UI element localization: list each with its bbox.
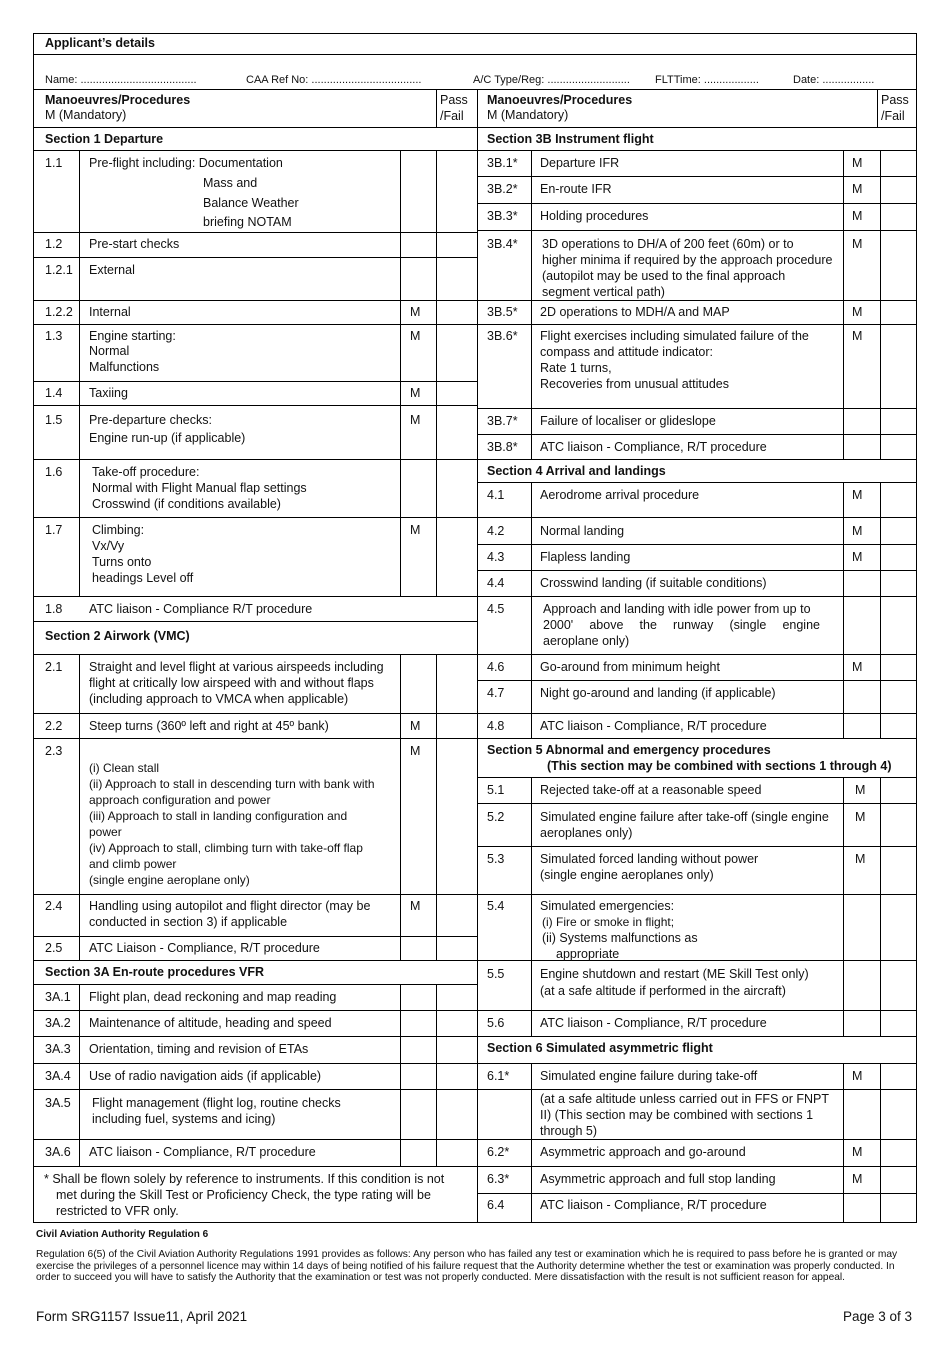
- row-num: 5.2: [487, 810, 505, 824]
- mandatory-mark: M: [410, 719, 421, 733]
- row-num: 2.2: [45, 719, 63, 733]
- mandatory-mark: M: [410, 329, 421, 343]
- row-text: ATC liaison - Compliance, R/T procedure: [540, 719, 767, 733]
- row-num: 4.7: [487, 686, 505, 700]
- row-text: Flapless landing: [540, 550, 631, 564]
- row-text: En-route IFR: [540, 182, 612, 196]
- ac-type-field[interactable]: A/C Type/Reg: ...........................: [473, 74, 630, 86]
- row-num: 5.3: [487, 852, 505, 866]
- row-text: (at a safe altitude if performed in the aircraft): [540, 984, 786, 998]
- row-text: segment vertical path): [542, 285, 665, 299]
- row-text: Steep turns (360º left and right at 45º bank): [89, 719, 329, 733]
- row-text: Crosswind landing (if suitable conditions): [540, 576, 767, 590]
- page-number: Page 3 of 3: [843, 1309, 913, 1324]
- row-text: (including approach to VMCA when applicable): [89, 692, 349, 706]
- flt-time-field[interactable]: FLTTime: ..................: [655, 74, 759, 86]
- mandatory-mark: M: [855, 852, 866, 866]
- regulation-title: Civil Aviation Authority Regulation 6: [36, 1229, 209, 1240]
- row-text: Internal: [89, 305, 131, 319]
- mandatory-mark: M: [852, 237, 863, 251]
- row-num: 3A.2: [45, 1016, 71, 1030]
- row-num: 2.4: [45, 899, 63, 913]
- row-text: Mass and: [203, 176, 258, 190]
- row-text: (iii) Approach to stall in landing configuration and: [89, 809, 348, 823]
- row-num: 3B.4*: [487, 237, 518, 251]
- row-text: flight at critically low airspeed with and without flaps: [89, 676, 374, 690]
- mandatory-mark: M: [852, 550, 863, 564]
- row-text: Engine shutdown and restart (ME Skill Test only): [540, 967, 809, 981]
- row-text: Pre-flight including: Documentation: [89, 156, 283, 170]
- row-num: 3B.8*: [487, 440, 518, 454]
- right-pass-label: Pass: [881, 93, 909, 107]
- row-text: through 5): [540, 1124, 597, 1138]
- row-text: Rejected take-off at a reasonable speed: [540, 783, 762, 797]
- row-text: higher minima if required by the approach procedure: [542, 253, 833, 267]
- row-num: 2.3: [45, 744, 63, 758]
- row-text: Simulated emergencies:: [540, 899, 675, 913]
- row-text: ATC liaison - Compliance R/T procedure: [89, 602, 313, 616]
- row-num: 3A.1: [45, 990, 71, 1004]
- row-text: Take-off procedure:: [92, 465, 200, 479]
- row-text: (i) Fire or smoke in flight;: [542, 915, 675, 929]
- row-text: (at a safe altitude unless carried out in FFS or FNPT: [540, 1092, 830, 1106]
- row-text: conducted in section 3) if applicable: [89, 915, 288, 929]
- row-text: Normal with Flight Manual flap settings: [92, 481, 307, 495]
- row-text: ATC liaison - Compliance, R/T procedure: [540, 1198, 767, 1212]
- row-text: (ii) Approach to stall in descending turn with bank with: [89, 777, 375, 791]
- row-num: 4.3: [487, 550, 505, 564]
- row-text: Asymmetric approach and full stop landing: [540, 1172, 776, 1186]
- mandatory-mark: M: [852, 1145, 863, 1159]
- section-5-heading: Section 5 Abnormal and emergency procedures: [487, 743, 771, 757]
- left-col-title: Manoeuvres/Procedures: [45, 93, 191, 107]
- regulation-body: Regulation 6(5) of the Civil Aviation Authority Regulations 1991 provides as follows: Any person who has failed any test or examination which he is required to pass before he is granted or may exercise the privileges of a personnel licence may within 14 days of being notified of his failure request that the Authority determine whether the test or examination was properly conducted. In order to succeed you will have to satisfy the Authority that the examination or test was not properly conducted. Mere dissatisfaction with the result is not sufficient reason for appeal.: [36, 1249, 898, 1283]
- row-text: Turns onto: [92, 555, 152, 569]
- row-num: 1.2.2: [45, 305, 73, 319]
- row-text: 2000' above the runway (single engine: [543, 618, 820, 632]
- row-text: Holding procedures: [540, 209, 649, 223]
- row-text: appropriate: [556, 947, 620, 961]
- row-text: aeroplane only): [543, 634, 630, 648]
- footnote: restricted to VFR only.: [56, 1204, 179, 1218]
- row-text: Failure of localiser or glideslope: [540, 414, 716, 428]
- mandatory-mark: M: [852, 156, 863, 170]
- row-text: ATC liaison - Compliance, R/T procedure: [540, 1016, 767, 1030]
- row-num: 4.1: [487, 488, 505, 502]
- section-1-heading: Section 1 Departure: [45, 132, 164, 146]
- row-num: 5.6: [487, 1016, 505, 1030]
- row-num: 3B.5*: [487, 305, 518, 319]
- row-text: Rate 1 turns,: [540, 361, 612, 375]
- row-text: Pre-start checks: [89, 237, 180, 251]
- row-num: 5.1: [487, 783, 505, 797]
- row-text: Maintenance of altitude, heading and speed: [89, 1016, 332, 1030]
- name-field[interactable]: Name: ......................................: [45, 74, 197, 86]
- row-text: Simulated forced landing without power: [540, 852, 759, 866]
- row-text: (single engine aeroplane only): [89, 873, 250, 887]
- row-num: 6.1*: [487, 1069, 510, 1083]
- mandatory-mark: M: [410, 413, 421, 427]
- section-4-heading: Section 4 Arrival and landings: [487, 464, 666, 478]
- row-num: 2.5: [45, 941, 63, 955]
- section-3a-heading: Section 3A En-route procedures VFR: [45, 965, 265, 979]
- row-text: briefing NOTAM: [203, 215, 292, 229]
- section-5-subheading: (This section may be combined with sections 1 through 4): [547, 759, 892, 773]
- row-num: 2.1: [45, 660, 63, 674]
- row-text: Asymmetric approach and go-around: [540, 1145, 746, 1159]
- row-text: (i) Clean stall: [89, 761, 160, 775]
- row-text: and climb power: [89, 857, 177, 871]
- row-text: headings Level off: [92, 571, 194, 585]
- row-num: 3B.2*: [487, 182, 518, 196]
- left-col-sub: M (Mandatory): [45, 108, 127, 122]
- date-field[interactable]: Date: .................: [793, 74, 875, 86]
- row-text: Departure IFR: [540, 156, 620, 170]
- row-num: 3B.7*: [487, 414, 518, 428]
- row-text: Aerodrome arrival procedure: [540, 488, 700, 502]
- row-text: compass and attitude indicator:: [540, 345, 714, 359]
- row-text: Normal: [89, 344, 130, 358]
- mandatory-mark: M: [852, 329, 863, 343]
- row-num: 3A.4: [45, 1069, 71, 1083]
- row-text: Engine run-up (if applicable): [89, 431, 246, 445]
- row-text: power: [89, 825, 122, 839]
- mandatory-mark: M: [852, 524, 863, 538]
- form-id: Form SRG1157 Issue11, April 2021: [36, 1309, 248, 1324]
- row-num: 4.8: [487, 719, 505, 733]
- row-num: 6.4: [487, 1198, 505, 1212]
- mandatory-mark: M: [410, 523, 421, 537]
- row-text: 3D operations to DH/A of 200 feet (60m) or to: [542, 237, 794, 251]
- row-text: aeroplanes only): [540, 826, 633, 840]
- row-num: 3A.5: [45, 1096, 71, 1110]
- mandatory-mark: M: [410, 744, 421, 758]
- row-text: ATC Liaison - Compliance, R/T procedure: [89, 941, 320, 955]
- row-text: Approach and landing with idle power from up to: [543, 602, 811, 616]
- footnote: met during the Skill Test or Proficiency Check, the type rating will be: [56, 1188, 431, 1202]
- row-text: Taxiing: [89, 386, 128, 400]
- mandatory-mark: M: [852, 305, 863, 319]
- row-num: 3A.6: [45, 1145, 71, 1159]
- row-text: (iv) Approach to stall, climbing turn with take-off flap: [89, 841, 363, 855]
- left-pass-label: Pass: [440, 93, 468, 107]
- row-text: ATC liaison - Compliance, R/T procedure: [540, 440, 767, 454]
- row-num: 1.6: [45, 465, 63, 479]
- row-num: 1.2: [45, 237, 63, 251]
- applicant-details-title: Applicant’s details: [45, 36, 155, 50]
- row-num: 1.4: [45, 386, 63, 400]
- mandatory-mark: M: [852, 488, 863, 502]
- mandatory-mark: M: [852, 209, 863, 223]
- row-text: Pre-departure checks:: [89, 413, 212, 427]
- row-text: External: [89, 263, 135, 277]
- right-col-sub: M (Mandatory): [487, 108, 569, 122]
- mandatory-mark: M: [852, 1069, 863, 1083]
- right-fail-label: /Fail: [881, 109, 905, 123]
- mandatory-mark: M: [410, 386, 421, 400]
- row-text: approach configuration and power: [89, 793, 271, 807]
- mandatory-mark: M: [410, 899, 421, 913]
- mandatory-mark: M: [852, 182, 863, 196]
- row-text: 2D operations to MDH/A and MAP: [540, 305, 730, 319]
- row-num: 5.4: [487, 899, 505, 913]
- row-text: Simulated engine failure after take-off (single engine: [540, 810, 829, 824]
- row-text: Malfunctions: [89, 360, 160, 374]
- row-text: Normal landing: [540, 524, 625, 538]
- row-text: Recoveries from unusual attitudes: [540, 377, 729, 391]
- row-text: Use of radio navigation aids (if applicable): [89, 1069, 322, 1083]
- mandatory-mark: M: [852, 1172, 863, 1186]
- row-text: Flight plan, dead reckoning and map reading: [89, 990, 337, 1004]
- row-text: Orientation, timing and revision of ETAs: [89, 1042, 309, 1056]
- section-6-heading: Section 6 Simulated asymmetric flight: [487, 1041, 713, 1055]
- row-text: including fuel, systems and icing): [92, 1112, 276, 1126]
- row-text: (ii) Systems malfunctions as: [542, 931, 698, 945]
- row-text: Vx/Vy: [92, 539, 125, 553]
- row-num: 6.3*: [487, 1172, 510, 1186]
- row-num: 4.5: [487, 602, 505, 616]
- row-num: 4.2: [487, 524, 505, 538]
- row-text: II) (This section may be combined with sections 1: [540, 1108, 814, 1122]
- row-num: 3B.6*: [487, 329, 518, 343]
- row-num: 1.5: [45, 413, 63, 427]
- row-text: (single engine aeroplanes only): [540, 868, 714, 882]
- row-num: 1.1: [45, 156, 63, 170]
- row-text: Flight exercises including simulated failure of the: [540, 329, 809, 343]
- mandatory-mark: M: [855, 810, 866, 824]
- row-num: 4.4: [487, 576, 505, 590]
- caa-ref-field[interactable]: CAA Ref No: ....................................: [246, 74, 422, 86]
- row-text: Crosswind (if conditions available): [92, 497, 281, 511]
- row-num: 5.5: [487, 967, 505, 981]
- left-fail-label: /Fail: [440, 109, 464, 123]
- row-text: Balance Weather: [203, 196, 299, 210]
- right-col-title: Manoeuvres/Procedures: [487, 93, 633, 107]
- row-num: 1.7: [45, 523, 63, 537]
- row-text: Straight and level flight at various airspeeds including: [89, 660, 384, 674]
- row-num: 1.8: [45, 602, 63, 616]
- row-text: Simulated engine failure during take-off: [540, 1069, 758, 1083]
- mandatory-mark: M: [410, 305, 421, 319]
- section-3b-heading: Section 3B Instrument flight: [487, 132, 654, 146]
- row-text: Climbing:: [92, 523, 145, 537]
- row-num: 1.2.1: [45, 263, 73, 277]
- mandatory-mark: M: [855, 783, 866, 797]
- mandatory-mark: M: [852, 660, 863, 674]
- row-num: 3B.1*: [487, 156, 518, 170]
- row-num: 3B.3*: [487, 209, 518, 223]
- row-text: (autopilot may be used to the final approach: [542, 269, 786, 283]
- section-2-heading: Section 2 Airwork (VMC): [45, 629, 190, 643]
- row-text: ATC liaison - Compliance, R/T procedure: [89, 1145, 316, 1159]
- row-num: 4.6: [487, 660, 505, 674]
- row-num: 1.3: [45, 329, 63, 343]
- row-num: 3A.3: [45, 1042, 71, 1056]
- row-text: Engine starting:: [89, 329, 176, 343]
- row-num: 6.2*: [487, 1145, 510, 1159]
- row-text: Flight management (flight log, routine checks: [92, 1096, 341, 1110]
- row-text: Night go-around and landing (if applicable): [540, 686, 776, 700]
- footnote: * Shall be flown solely by reference to instruments. If this condition is not: [44, 1172, 445, 1186]
- row-text: Go-around from minimum height: [540, 660, 720, 674]
- row-text: Handling using autopilot and flight director (may be: [89, 899, 371, 913]
